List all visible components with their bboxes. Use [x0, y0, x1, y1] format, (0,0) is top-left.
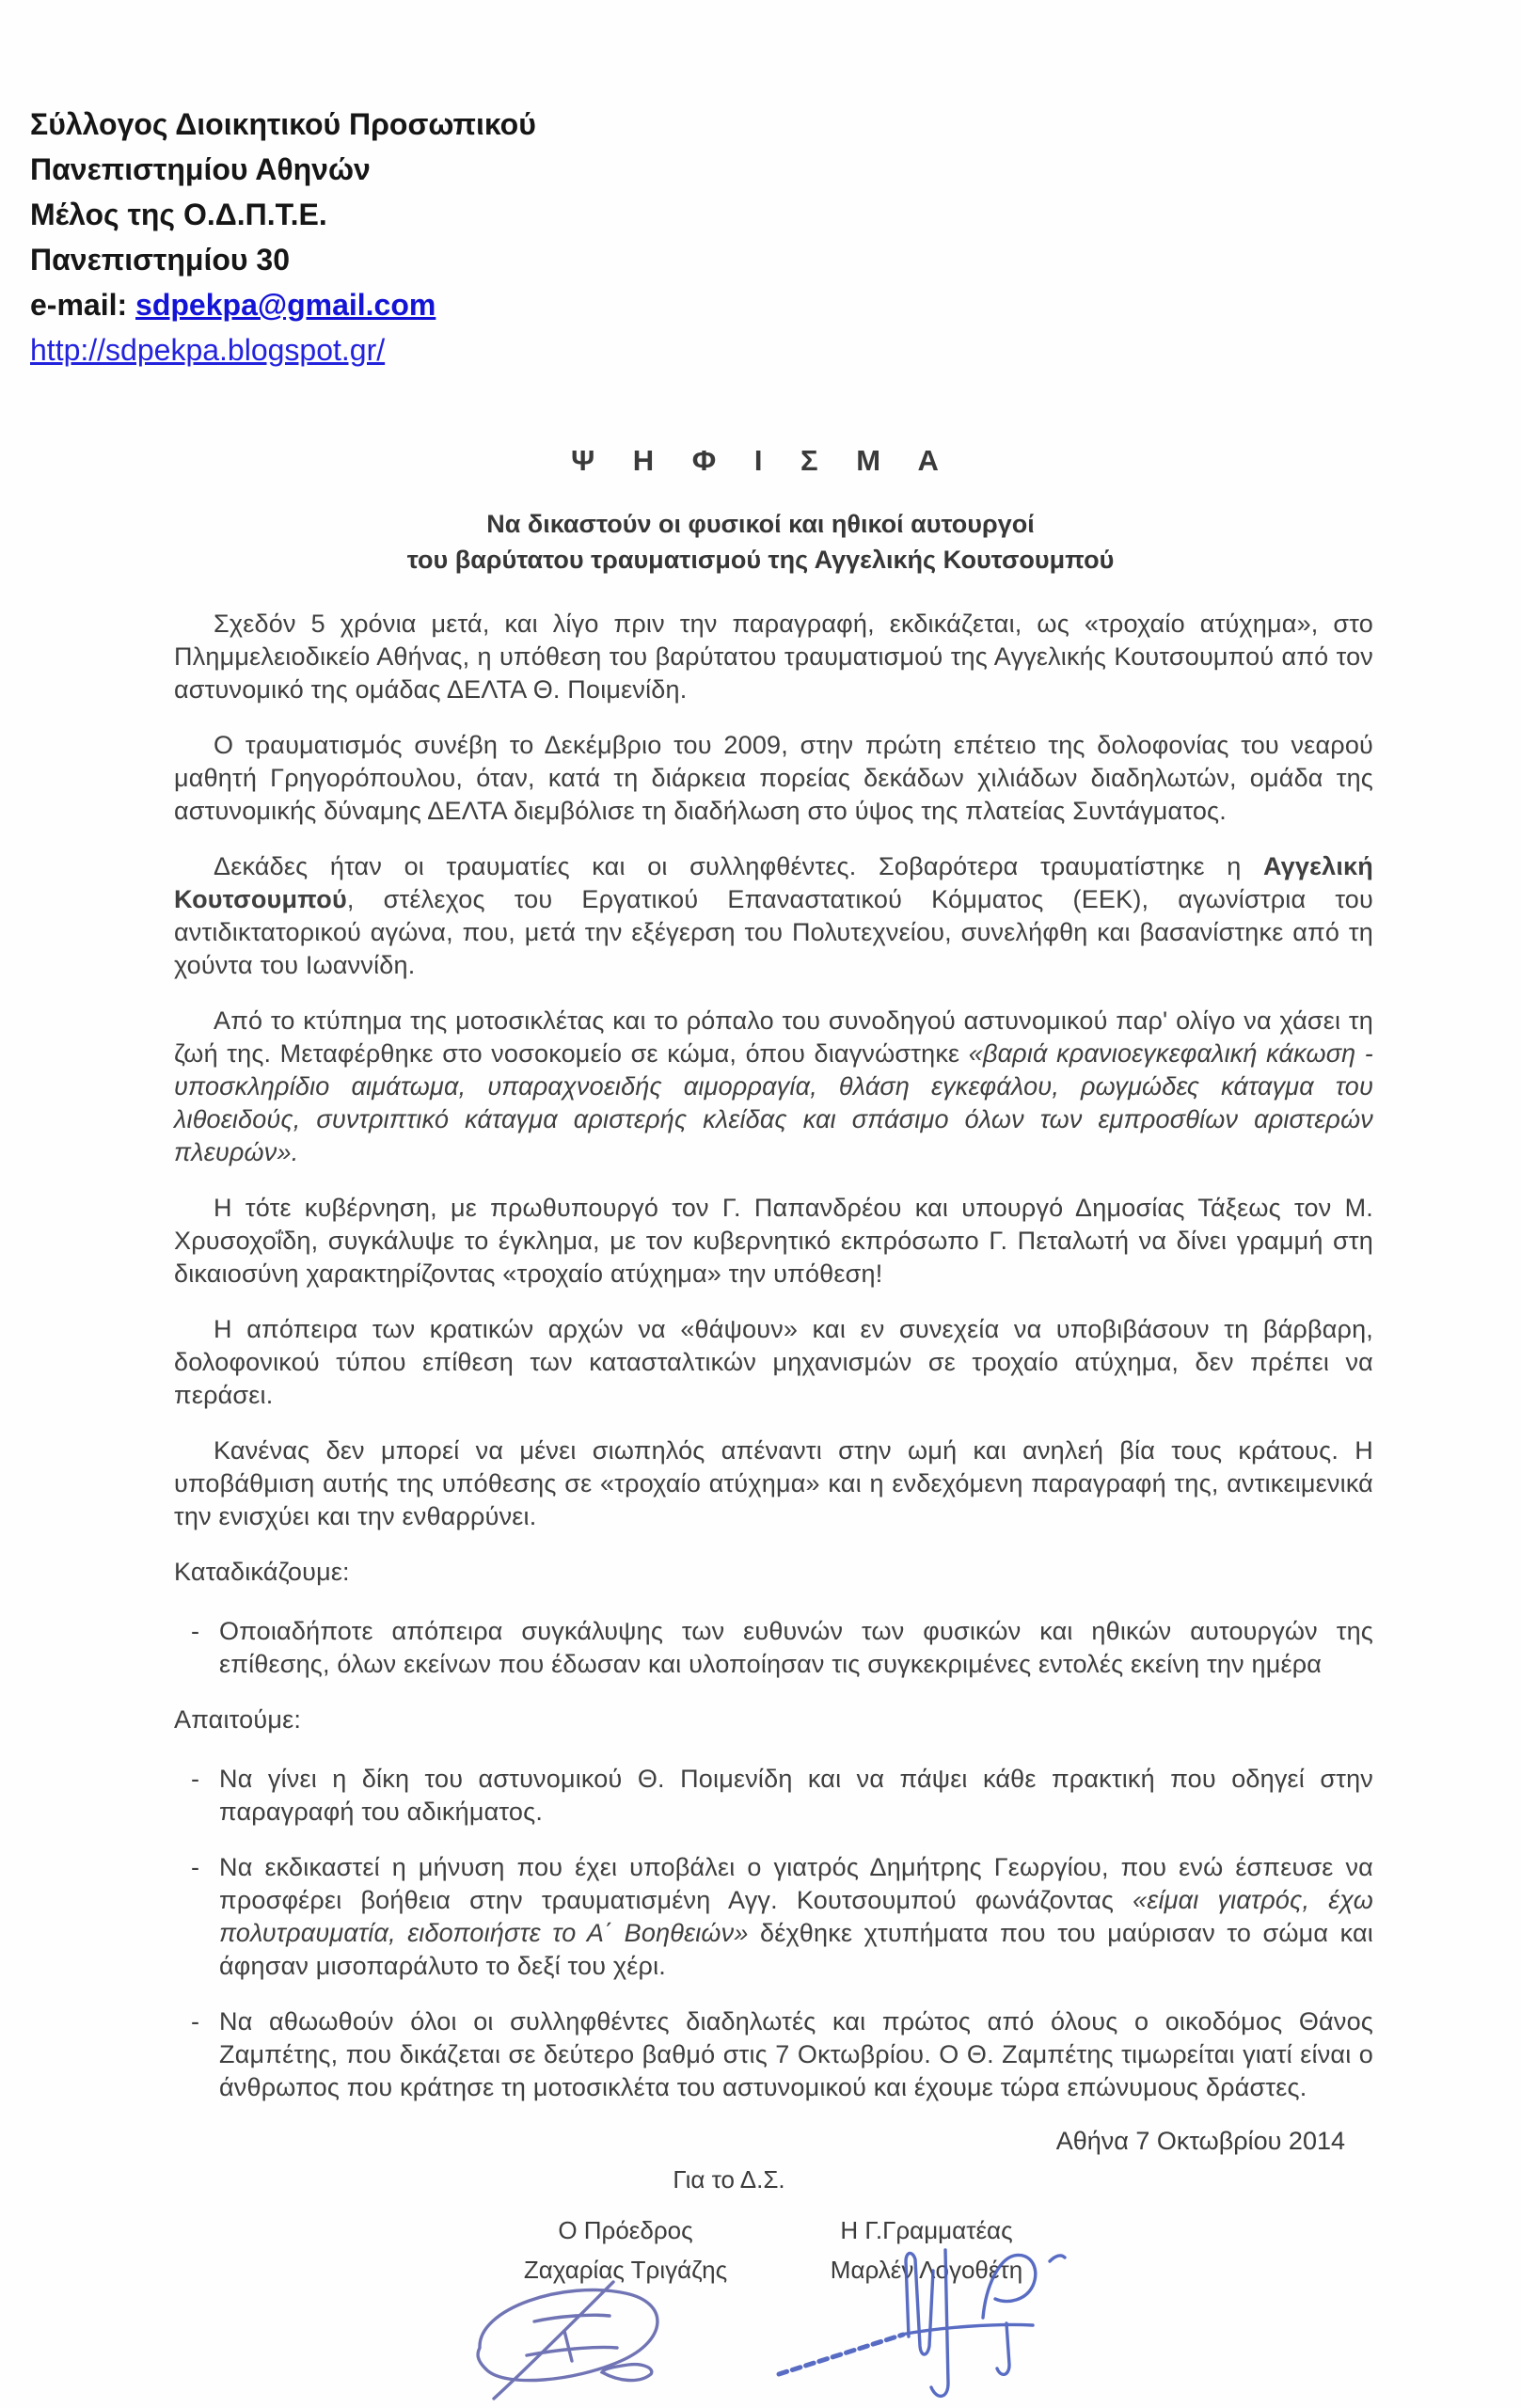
text-run: Καταδικάζουμε: — [174, 1558, 350, 1586]
email-line — [30, 282, 1521, 327]
email-label: e-mail: — [30, 288, 136, 322]
text-run: Η τότε κυβέρνηση, με πρωθυπουργό τον Γ. Παπανδρέου και υπουργό Δημοσίας Τάξεως τον Μ. Χρυσοχοΐδη, συγκάλυψε το έγκλημα, με τον κυβερνητικό εκπρόσωπο Γ. Πεταλωτή να δίνει γραμμή στη δικαιοσύνη χαρακτηρίζοντας «τροχαίο ατύχημα» την υπόθεση! — [174, 1194, 1373, 1288]
text-run: Ο τραυματισμός συνέβη το Δεκέμβριο του 2009, στην πρώτη επέτειο της δολοφονίας του νεαρού μαθητή Γρηγορόπουλου, όταν, κατά τη διάρκεια πορείας δεκάδων χιλιάδων διαδηλωτών, ομάδα της αστυνομικής δύναμης ΔΕΛΤΑ διεμβόλισε τη διαδήλωση στο ύψος της πλατείας Συντάγματος. — [174, 731, 1373, 825]
list-item — [174, 1763, 1373, 1829]
text-run: Αγγελική Κουτσουμπού — [174, 852, 1373, 913]
resolution-subtitle-line1: Να δικαστούν οι φυσικοί και ηθικοί αυτουργοί — [486, 510, 1035, 538]
letterhead — [0, 0, 1521, 372]
signature-area — [0, 2165, 1521, 2408]
list-dash: - — [191, 1765, 200, 1793]
text-run: Να αθωωθούν όλοι οι συλληφθέντες διαδηλωτές και πρώτος από όλους ο οικοδόμος Θάνος Ζαμπέτης, που δικάζεται σε δεύτερο βαθμό στις 7 Οκτωβρίου. Ο Θ. Ζαμπέτης τιμωρείται γιατί είναι ο άνθρωπος που κράτησε τη μοτοσικλέτα του αστυνομικού και έχουμε τώρα επώνυμους δράστες. — [219, 2007, 1373, 2101]
website-link[interactable]: http://sdpekpa.blogspot.gr/ — [30, 333, 386, 367]
org-name: Σύλλογος Διοικητικού Προσωπικού — [30, 107, 536, 141]
paragraph — [174, 729, 1373, 828]
org-membership: Μέλος της Ο.Δ.Π.Τ.Ε. — [30, 198, 327, 231]
list-item — [174, 1615, 1373, 1681]
list-item — [174, 1851, 1373, 1983]
resolution-title: Ψ Η Φ Ι Σ Μ Α — [571, 444, 950, 477]
text-run: Δεκάδες ήταν οι τραυματίες και οι συλληφθέντες. Σοβαρότερα τραυματίστηκε η — [214, 852, 1263, 880]
president-signature-block — [524, 2210, 727, 2289]
list-dash: - — [191, 1853, 200, 1881]
paragraph — [174, 1313, 1373, 1412]
secretary-title: Η Γ.Γραμματέας — [840, 2216, 1013, 2244]
paragraph — [174, 1434, 1373, 1533]
list-item — [174, 2005, 1373, 2104]
president-title: Ο Πρόεδρος — [558, 2216, 693, 2244]
org-institution: Πανεπιστημίου Αθηνών — [30, 152, 371, 186]
paragraph — [174, 1005, 1373, 1169]
list-dash: - — [191, 2007, 200, 2036]
text-run: Σχεδόν 5 χρόνια μετά, και λίγο πριν την παραγραφή, εκδικάζεται, ως «τροχαίο ατύχημα», στο Πλημμελειοδικείο Αθήνας, η υπόθεση του βαρύτατου τραυματισμού της Αγγελικής Κουτσουμπού από τον αστυνομικό της ομάδας ΔΕΛΤΑ Θ. Ποιμενίδη. — [174, 610, 1373, 704]
text-run: Κανένας δεν μπορεί να μένει σιωπηλός απέναντι στην ωμή και ανηλεή βία τους κράτους. Η υποβάθμιση αυτής της υπόθεσης σε «τροχαίο ατύχημα» και η ενδεχόμενη παραγραφή της, αντικειμενικά την ενισχύει και την ενθαρρύνει. — [174, 1436, 1373, 1530]
text-run: δέχθηκε χτυπήματα που του μαύρισαν το σώμα και άφησαν μισοπαράλυτο το δεξί του χέρι. — [219, 1919, 1374, 1980]
date-line: Αθήνα 7 Οκτωβρίου 2014 — [1055, 2127, 1345, 2155]
section-label — [174, 1703, 1373, 1736]
org-address: Πανεπιστημίου 30 — [30, 243, 290, 277]
email-link[interactable]: sdpekpa@gmail.com — [135, 288, 436, 322]
text-run: Η απόπειρα των κρατικών αρχών να «θάψουν» και εν συνεχεία να υποβιβάσουν τη βάρβαρη, δολοφονικού τύπου επίθεση των κατασταλτικών μηχανισμών σε τροχαίο ατύχημα, δεν πρέπει να περάσει. — [174, 1315, 1373, 1409]
text-run: Απαιτούμε: — [174, 1705, 302, 1734]
website-line — [30, 327, 1521, 372]
secretary-name: Μαρλέν Λογοθέτη — [830, 2256, 1023, 2284]
president-name: Ζαχαρίας Τριγάζης — [523, 2256, 728, 2284]
text-run: , στέλεχος του Εργατικού Επαναστατικού Κόμματος (ΕΕΚ), αγωνίστρια του αντιδικτατορικού αγώνα, που, μετά την εξέγερση του Πολυτεχνείου, συνελήφθη και βασανίστηκε από τη χούντα του Ιωαννίδη. — [174, 885, 1373, 979]
secretary-signature-block — [831, 2210, 1022, 2289]
text-run: Από το κτύπημα της μοτοσικλέτας και το ρόπαλο του συνοδηγού αστυνομικού παρ' ολίγο να χάσει τη ζωή της. Μεταφέρθηκε στο νοσοκομείο σε κώμα, όπου διαγνώστηκε — [174, 1006, 1373, 1068]
text-run: Να εκδικαστεί η μήνυση που έχει υποβάλει ο γιατρός Δημήτρης Γεωργίου, που ενώ έσπευσε να προσφέρει βοήθεια στην τραυματισμένη Αγγ. Κουτσουμπού φωνάζοντας — [219, 1853, 1373, 1914]
resolution-subtitle-line2: του βαρύτατου τραυματισμού της Αγγελικής Κουτσουμπού — [406, 546, 1115, 574]
text-run: «είμαι γιατρός, έχω πολυτραυματία, ειδοποιήστε το Α΄ Βοηθειών» — [219, 1886, 1374, 1947]
text-run: Να γίνει η δίκη του αστυνομικού Θ. Ποιμενίδη και να πάψει κάθε πρακτική που οδηγεί στην παραγραφή του αδικήματος. — [219, 1765, 1373, 1826]
list-dash: - — [191, 1617, 200, 1645]
paragraph — [174, 608, 1373, 706]
section-label — [174, 1556, 1373, 1589]
resolution-subtitle — [0, 506, 1521, 578]
for-board-label: Για το Δ.Σ. — [673, 2165, 785, 2194]
paragraph — [174, 1192, 1373, 1291]
text-run: Οποιαδήποτε απόπειρα συγκάλυψης των ευθυνών των φυσικών και ηθικών αυτουργών της επίθεσης, όλων εκείνων που έδωσαν και υλοποίησαν τις συγκεκριμένες εντολές εκείνη την ημέρα — [219, 1617, 1373, 1678]
paragraph — [174, 850, 1373, 982]
document-body — [0, 608, 1521, 2104]
text-run: «βαριά κρανιοεγκεφαλική κάκωση - υποσκληρίδιο αιμάτωμα, υπαραχνοειδής αιμορραγία, θλάση εγκεφάλου, ρωγμώδες κάταγμα του λιθοειδούς, συντριπτικό κάταγμα αριστερής κλείδας και σπάσιμο όλων των εμπροσθίων αριστερών πλευρών». — [174, 1039, 1373, 1166]
